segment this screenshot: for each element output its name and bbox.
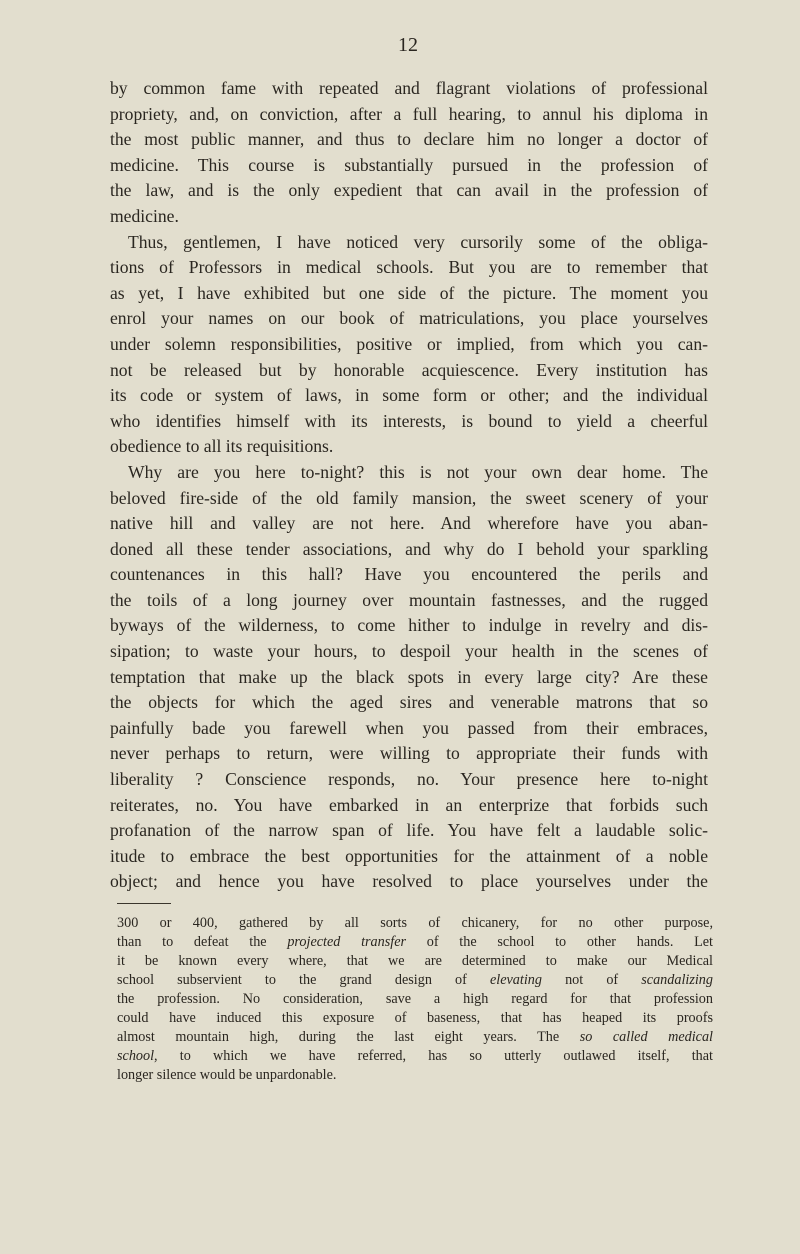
text-segment: never perhaps to return, were willing to appropriate their funds with bbox=[110, 743, 708, 764]
text-segment: byways of the wilderness, to come hither to indulge in revelry and dis- bbox=[110, 615, 708, 636]
main-line bbox=[110, 230, 708, 256]
text-segment: , to which we have referred, has so utterly outlawed itself, that bbox=[154, 1048, 713, 1064]
text-segment: its code or system of laws, in some form or other; and the individual bbox=[110, 385, 708, 406]
main-line bbox=[110, 716, 708, 742]
text-segment: as yet, I have exhibited but one side of the picture. The moment you bbox=[110, 282, 708, 303]
text-segment: the objects for which the aged sires and venerable matrons that so bbox=[110, 692, 708, 713]
text-segment: almost mountain high, during the last eight years. The bbox=[117, 1029, 580, 1045]
text-segment: Why are you here to-night? this is not your own dear home. The bbox=[128, 461, 708, 482]
main-line bbox=[110, 690, 708, 716]
text-segment: under solemn responsibilities, positive or implied, from which you can- bbox=[110, 333, 708, 354]
italic-text: school bbox=[117, 1048, 155, 1064]
text-segment: could have induced this exposure of baseness, that has heaped its proofs bbox=[117, 1010, 713, 1026]
text-segment: profanation of the narrow span of life. You have felt a laudable solic- bbox=[110, 820, 708, 841]
italic-text: so called medical bbox=[579, 1029, 713, 1045]
main-line bbox=[110, 178, 708, 204]
text-segment: by common fame with repeated and flagrant violations of professional bbox=[110, 78, 708, 98]
main-line bbox=[110, 511, 708, 537]
page-number: 12 bbox=[398, 34, 418, 56]
text-segment: it be known every where, that we are determined to make our Medical bbox=[117, 953, 713, 969]
footnote-line bbox=[117, 933, 713, 952]
main-line bbox=[110, 409, 708, 435]
footnote bbox=[117, 914, 713, 1085]
text-segment: reiterates, no. You have embarked in an enterprize that forbids such bbox=[110, 794, 708, 815]
main-line bbox=[110, 306, 708, 332]
footnote-line bbox=[117, 952, 713, 971]
text-segment: not of bbox=[541, 972, 642, 988]
main-line bbox=[110, 639, 708, 665]
text-segment: enrol your names on our book of matriculations, you place yourselves bbox=[110, 308, 708, 329]
main-line bbox=[110, 741, 708, 767]
text-segment: the law, and is the only expedient that can avail in the profession of bbox=[110, 180, 708, 201]
main-line bbox=[110, 665, 708, 691]
footnote-line bbox=[117, 1066, 713, 1085]
text-segment: countenances in this hall? Have you encountered the perils and bbox=[110, 564, 708, 585]
footnote-line bbox=[117, 971, 713, 990]
body-text bbox=[110, 76, 708, 895]
text-segment: doned all these tender associations, and why do I behold your sparkling bbox=[110, 538, 708, 559]
main-line bbox=[110, 255, 708, 281]
text-segment: temptation that make up the black spots in every large city? Are these bbox=[110, 666, 708, 687]
italic-text: scandalizing bbox=[641, 972, 713, 988]
footnote-line bbox=[117, 914, 713, 933]
main-line bbox=[110, 383, 708, 409]
main-line bbox=[110, 153, 708, 179]
main-line bbox=[110, 460, 708, 486]
main-line bbox=[110, 281, 708, 307]
text-segment: liberality ? Conscience responds, no. Your presence here to-night bbox=[110, 769, 708, 790]
main-line bbox=[110, 102, 708, 128]
main-line bbox=[110, 562, 708, 588]
text-segment: the toils of a long journey over mountain fastnesses, and the rugged bbox=[110, 589, 708, 610]
footnote-line bbox=[117, 1047, 713, 1066]
text-segment: itude to embrace the best opportunities for the attainment of a noble bbox=[110, 845, 708, 866]
main-line bbox=[110, 486, 708, 512]
main-line bbox=[110, 127, 708, 153]
text-segment: the most public manner, and thus to declare him no longer a doctor of bbox=[110, 129, 708, 150]
main-line bbox=[110, 793, 708, 819]
text-segment: tions of Professors in medical schools. But you are to remember that bbox=[110, 257, 708, 278]
text-segment: 300 or 400, gathered by all sorts of chicanery, for no other purpose, bbox=[117, 915, 713, 931]
main-line bbox=[110, 537, 708, 563]
main-line bbox=[110, 76, 708, 102]
main-line bbox=[110, 434, 708, 460]
text-segment: medicine. bbox=[110, 205, 179, 226]
main-line bbox=[110, 767, 708, 793]
main-line bbox=[110, 588, 708, 614]
footnote-line bbox=[117, 1009, 713, 1028]
main-line bbox=[110, 869, 708, 895]
text-segment: not be released but by honorable acquiescence. Every institution has bbox=[110, 359, 708, 380]
main-line bbox=[110, 844, 708, 870]
main-line bbox=[110, 358, 708, 384]
text-segment: propriety, and, on conviction, after a full hearing, to annul his diploma in bbox=[110, 103, 708, 124]
main-line bbox=[110, 332, 708, 358]
text-segment: painfully bade you farewell when you passed from their embraces, bbox=[110, 717, 708, 738]
text-segment: the profession. No consideration, save a high regard for that profession bbox=[117, 991, 713, 1007]
text-segment: obedience to all its requisitions. bbox=[110, 436, 334, 457]
main-line bbox=[110, 613, 708, 639]
text-segment: object; and hence you have resolved to place yourselves under the bbox=[110, 871, 708, 892]
text-segment: native hill and valley are not here. And wherefore have you aban- bbox=[110, 513, 708, 534]
text-segment: than to defeat the bbox=[117, 934, 288, 950]
text-segment: sipation; to waste your hours, to despoil your health in the scenes of bbox=[110, 641, 708, 662]
text-segment: medicine. This course is substantially pursued in the profession of bbox=[110, 154, 708, 175]
footnote-line bbox=[117, 1028, 713, 1047]
text-segment: school subservient to the grand design of bbox=[117, 972, 490, 988]
text-segment: of the school to other hands. Let bbox=[406, 934, 713, 950]
footnote-line bbox=[117, 990, 713, 1009]
text-segment: beloved fire-side of the old family mansion, the sweet scenery of your bbox=[110, 487, 708, 508]
footnote-divider bbox=[117, 903, 171, 904]
text-segment: Thus, gentlemen, I have noticed very cursorily some of the obliga- bbox=[128, 231, 708, 252]
main-line bbox=[110, 204, 708, 230]
text-segment: longer silence would be unpardonable. bbox=[117, 1067, 337, 1083]
italic-text: projected transfer bbox=[287, 934, 407, 950]
main-line bbox=[110, 818, 708, 844]
text-segment: who identifies himself with its interests, is bound to yield a cheerful bbox=[110, 410, 708, 431]
italic-text: elevating bbox=[489, 972, 542, 988]
